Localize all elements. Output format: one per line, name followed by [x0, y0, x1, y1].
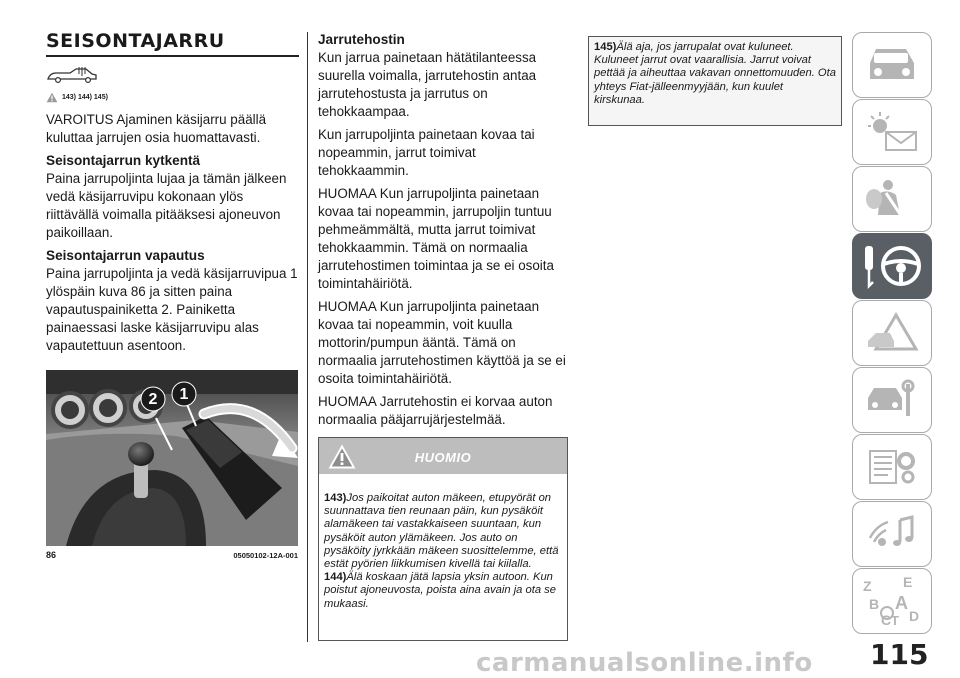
key-steering-wheel-icon [859, 242, 925, 290]
alphabet-index-icon [857, 573, 927, 629]
figure-number: 86 [46, 550, 57, 560]
tab-multimedia[interactable] [852, 501, 932, 567]
index-letter-c: C [881, 612, 892, 628]
warning-paragraph: VAROITUS Ajaminen käsijarru päällä kuluttaa jarrujen osia huomattavasti. [46, 112, 267, 145]
tab-vehicle-overview[interactable] [852, 32, 932, 98]
note-label-144: 144) [324, 571, 347, 584]
callout-1: 1 [179, 386, 189, 403]
refs-row [46, 92, 299, 103]
warning-triangle-car-icon [862, 311, 922, 355]
brake-assist-para-1: Kun jarrua painetaan hätätilanteessa suurella voimalla, jarrutehostin antaa jarrutehostusta ja jarrutus on tehokkaampaa. [318, 50, 537, 119]
caution-header [319, 438, 567, 474]
tab-technical-data[interactable] [852, 434, 932, 500]
index-letter-d: D [909, 608, 920, 624]
caution-note-143 [324, 492, 562, 571]
note-label-143: 143) [324, 492, 347, 504]
tab-index[interactable] [852, 568, 932, 634]
parking-brake-release-text: Paina jarrupoljinta ja vedä käsijarruvipua 1 ylöspäin kuva 86 ja sitten paina vapautuspainiketta 2. Painiketta painaessasi laske käsijarruvipu alas vapautettuun asentoon. [46, 266, 298, 353]
car-handbrake-icon [46, 65, 100, 83]
brake-assist-para-5: HUOMAA Jarrutehostin ei korvaa auton normaalia pääjarrujärjestelmää. [318, 394, 553, 427]
note-text-144: Älä koskaan jätä lapsia yksin autoon. Kun poistut ajoneuvosta, poista aina avain ja ota se mukaasi. [324, 571, 556, 610]
note-text-145: Älä aja, jos jarrupalat ovat kuluneet. Kuluneet jarrut ovat vaarallisia. Jarrut voivat pettää ja aiheuttaa vakavan onnettomuuden. Ota yhteys Fiat-jälleenmyyjään, kun kuulet kirskunaa. [594, 41, 836, 106]
brake-assist-para-2: Kun jarrupoljinta painetaan kovaa tai nopeammin, jarrut toimivat tehokkaammin. [318, 127, 535, 178]
tab-starting-and-driving[interactable] [852, 233, 932, 299]
tab-lights-and-messages[interactable] [852, 99, 932, 165]
heading-parking-brake-apply: Seisontajarrun kytkentä [46, 153, 201, 168]
left-column [46, 30, 299, 355]
warning-light-envelope-icon [862, 110, 922, 154]
column-divider [307, 32, 308, 642]
chapter-tabs [852, 32, 932, 635]
index-letter-e: E [903, 574, 913, 590]
figure-code: 05050102-12A-001 [233, 551, 298, 560]
caution-title: HUOMIO [414, 450, 472, 465]
index-letter-a: A [895, 593, 908, 613]
page-number: 115 [870, 638, 929, 671]
caution-body [319, 474, 567, 611]
warning-triangle-icon [46, 92, 58, 103]
car-wrench-icon [862, 378, 922, 422]
figure-86-photo [46, 370, 298, 546]
caution-box [318, 437, 568, 641]
handbrake-photo-illustration [46, 370, 298, 546]
heading-brake-assist: Jarrutehostin [318, 32, 405, 47]
middle-column [318, 31, 568, 434]
note-145 [594, 41, 836, 107]
airbag-seatbelt-icon [862, 177, 922, 221]
heading-parking-brake-release: Seisontajarrun vapautus [46, 248, 205, 263]
section-title: SEISONTAJARRU [46, 30, 225, 52]
tab-safety[interactable] [852, 166, 932, 232]
brake-assist-para-3: HUOMAA Kun jarrupoljinta painetaan kovaa tai nopeammin, jarrupoljin tuntuu pehmeämmältä, mutta jarrut toimivat tehokkaammin. Tämä on normaalia jarrutehostimen toimintaa ja se ei osoita toimintahäiriötä. [318, 186, 554, 291]
caution-note-144 [324, 571, 562, 611]
music-connectivity-icon [862, 512, 922, 556]
specs-gear-icon [862, 445, 922, 489]
note-text-143: Jos paikoitat auton mäkeen, etupyörät on suunnattava tien reunaan päin, kun pysäköit alamäkeen tai vastakkaiseen suuntaan, kun pysäköit auton ylämäkeen. Jos auto on pysäköity jyrkkään mäkeen suosittelemme, että estät pyörien liikkumisen kivellä tai kiilalla. [324, 492, 559, 571]
note-label-145: 145) [594, 41, 617, 53]
brake-assist-para-4: HUOMAA Kun jarrupoljinta painetaan kovaa tai nopeammin, voit kuulla mottorin/pumpun ääntä. Tämä on normaalia jarrutehostimen käyttöä ja se ei osoita toimintahäiriötä. [318, 299, 566, 386]
tab-emergency[interactable] [852, 300, 932, 366]
figure-caption-row [46, 550, 298, 560]
tab-maintenance[interactable] [852, 367, 932, 433]
car-dashboard-icon [862, 43, 922, 87]
watermark: carmanualsonline.info [476, 648, 813, 678]
parking-brake-apply-text: Paina jarrupoljinta lujaa ja tämän jälkeen vedä käsijarruvipu kokonaan ylös riittävällä voimalla pitääksesi ajoneuvon paikoillaan. [46, 171, 287, 240]
reference-numbers: 143) 144) 145) [62, 94, 108, 101]
index-letter-b: B [869, 596, 880, 612]
index-letter-z: Z [863, 578, 872, 594]
note-145-box [588, 36, 842, 126]
callout-2: 2 [148, 391, 158, 408]
section-title-row [46, 30, 299, 57]
index-letter-t: T [891, 613, 899, 628]
